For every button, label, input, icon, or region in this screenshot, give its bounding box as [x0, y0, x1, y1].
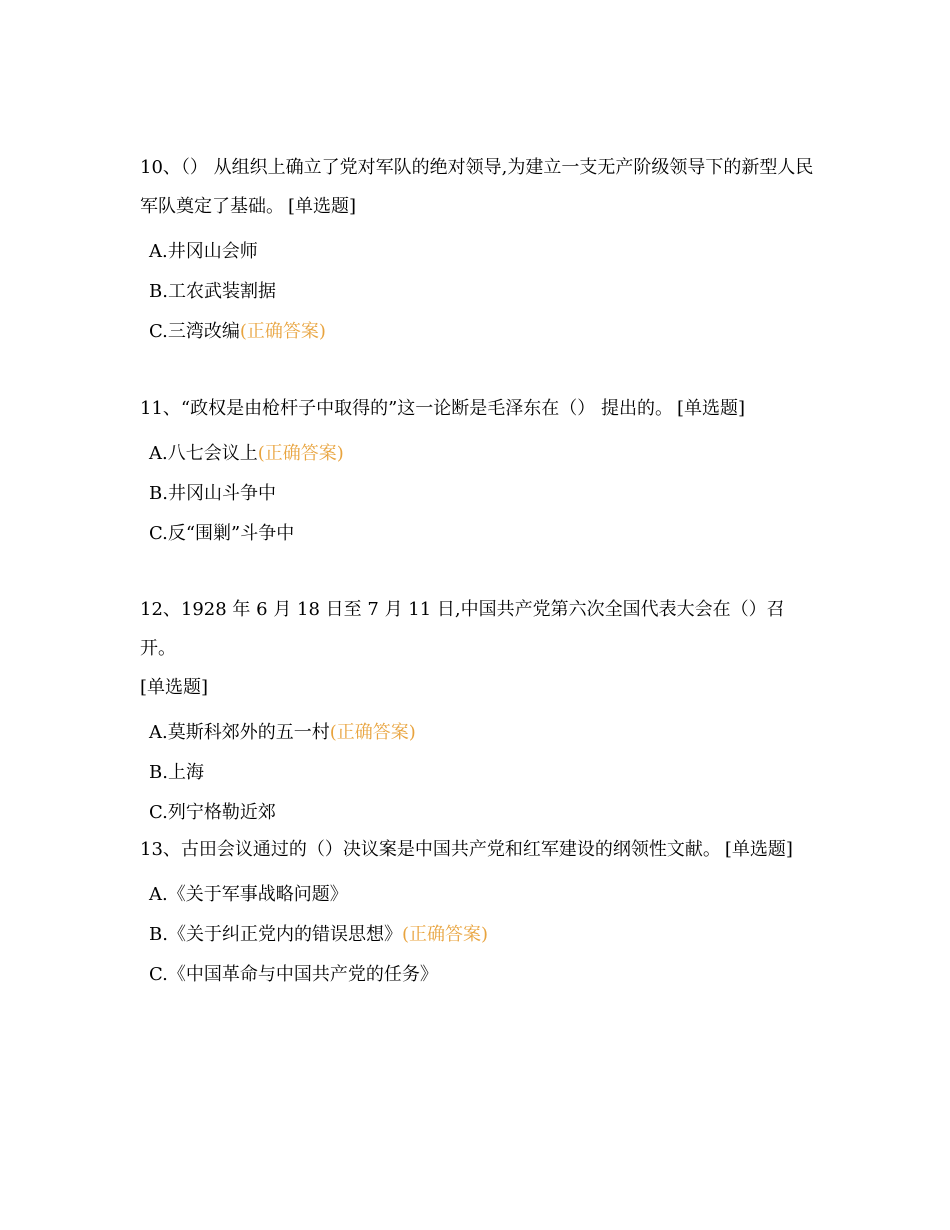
option-c: [149, 312, 820, 352]
option-label: C.列宁格勒近郊: [149, 802, 276, 823]
option-label: C.三湾改编: [149, 321, 240, 342]
option-label: B.工农武装割据: [149, 281, 276, 302]
correct-answer-mark: (正确答案): [239, 321, 326, 342]
question-text: [140, 148, 820, 226]
option-c: [149, 955, 820, 995]
question-stem: 12、1928 年 6 月 18 日至 7 月 11 日,中国共产党第六次全国代表大会在（）召开。: [140, 599, 785, 659]
option-label: A.井冈山会师: [149, 241, 258, 262]
correct-answer-mark: (正确答案): [401, 924, 488, 945]
question-stem: 11、“政权是由枪杆子中取得的”这一论断是毛泽东在（） 提出的。: [140, 398, 674, 419]
question-stem: 13、古田会议通过的（）决议案是中国共产党和红军建设的纲领性文献。: [140, 839, 721, 860]
option-b: [149, 474, 820, 514]
question-10: [140, 148, 820, 352]
option-b: [149, 272, 820, 312]
option-label: A.八七会议上: [149, 443, 258, 464]
option-a: [149, 434, 820, 474]
question-stem: 10、（） 从组织上确立了党对军队的绝对领导,为建立一支无产阶级领导下的新型人民军队奠定了基础。: [140, 157, 814, 217]
option-list: [140, 713, 820, 833]
question-type-tag: [单选题]: [288, 196, 357, 217]
option-c: [149, 793, 820, 833]
question-type-tag: [单选题]: [677, 398, 746, 419]
question-text: [140, 590, 820, 707]
question-12: [140, 590, 820, 833]
option-a: [149, 875, 820, 915]
option-label: B.井冈山斗争中: [149, 483, 276, 504]
question-type-tag: [单选题]: [724, 839, 793, 860]
option-label: A.《关于军事战略问题》: [149, 884, 348, 905]
option-a: [149, 713, 820, 753]
correct-answer-mark: (正确答案): [257, 443, 344, 464]
correct-answer-mark: (正确答案): [329, 722, 416, 743]
option-label: C.反“围剿”斗争中: [149, 523, 295, 544]
option-a: [149, 232, 820, 272]
option-list: [140, 232, 820, 352]
question-13: [140, 830, 820, 995]
question-text: [140, 830, 820, 869]
option-label: C.《中国革命与中国共产党的任务》: [149, 964, 438, 985]
option-list: [140, 875, 820, 995]
option-label: A.莫斯科郊外的五一村: [149, 722, 330, 743]
option-c: [149, 514, 820, 554]
option-label: B.上海: [149, 762, 204, 783]
question-text: [140, 389, 820, 428]
option-b: [149, 753, 820, 793]
option-b: [149, 915, 820, 955]
option-list: [140, 434, 820, 554]
option-label: B.《关于纠正党内的错误思想》: [149, 924, 402, 945]
question-11: [140, 389, 820, 554]
question-type-tag: [单选题]: [140, 677, 209, 698]
